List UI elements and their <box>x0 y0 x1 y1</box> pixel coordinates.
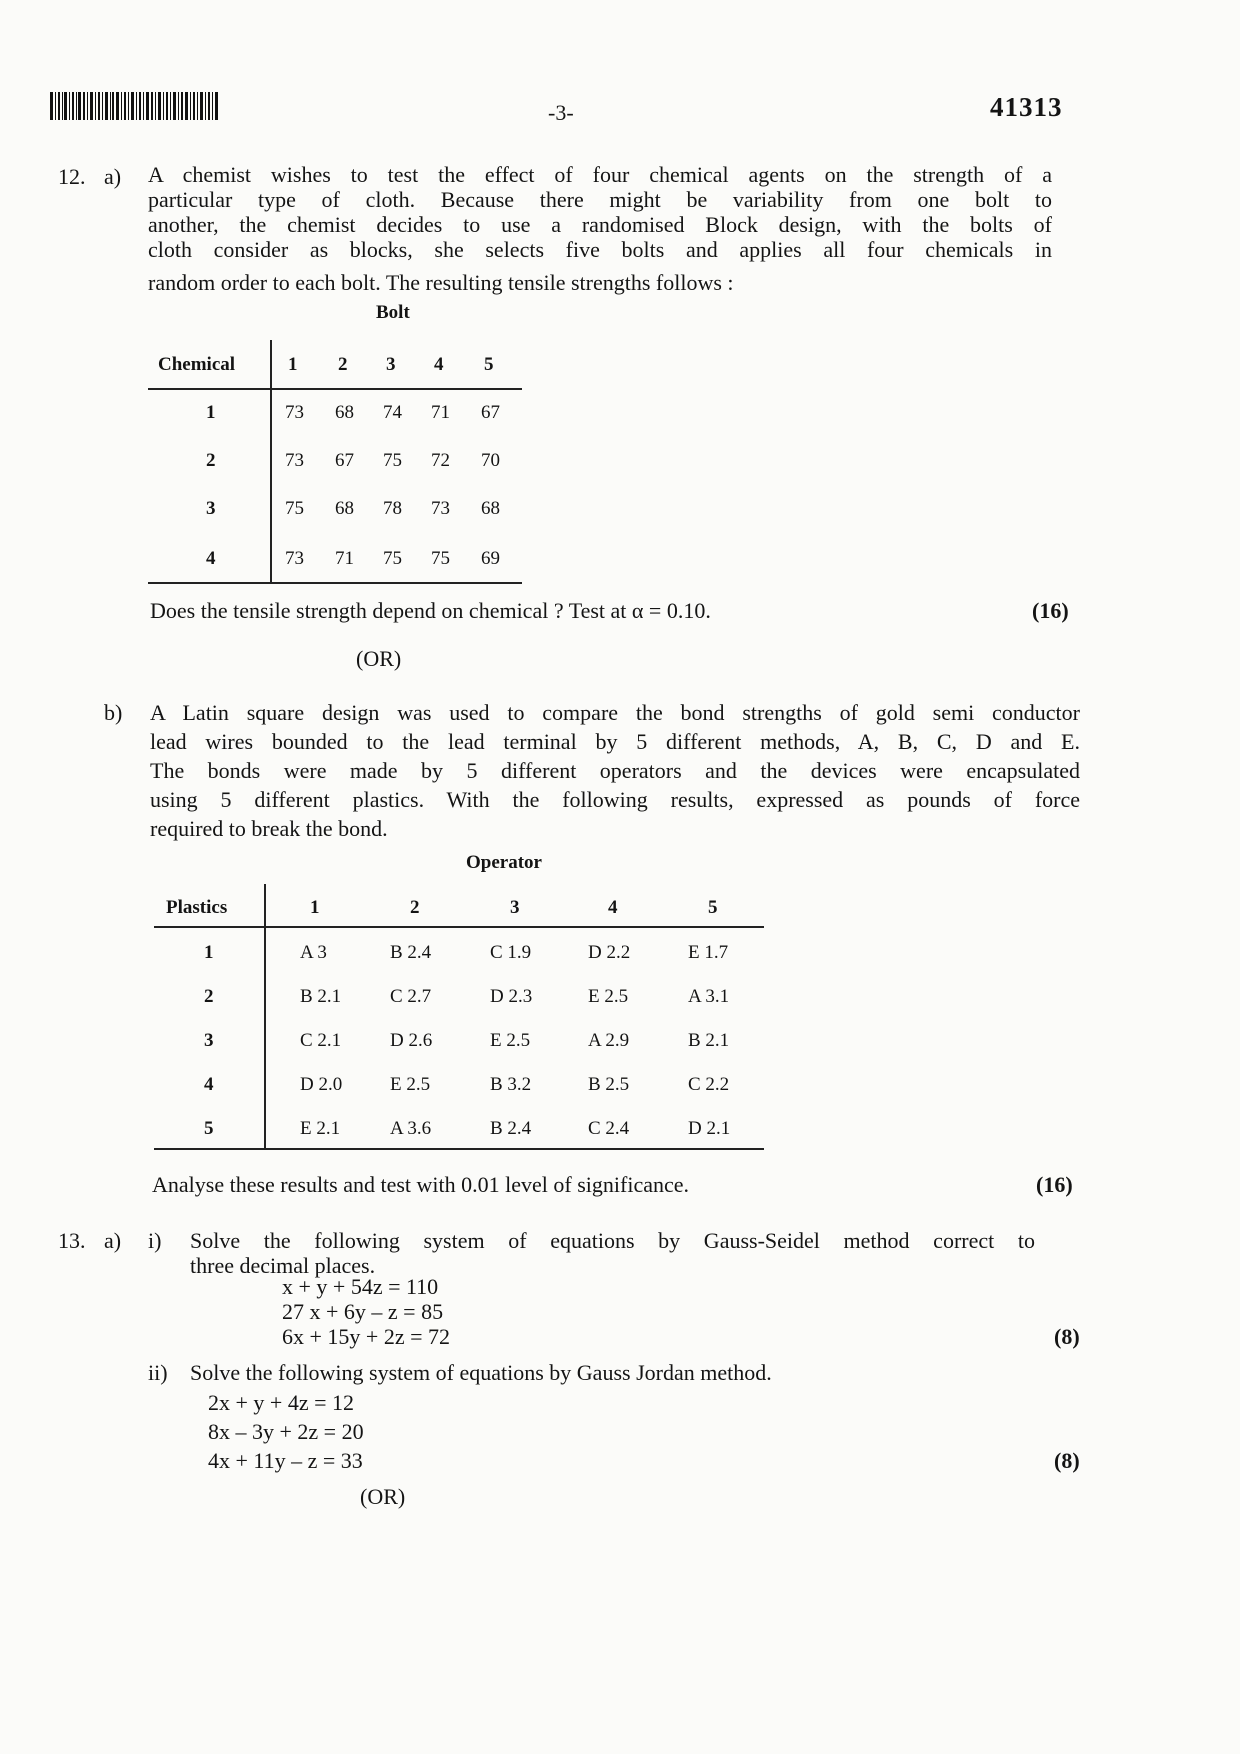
table-cell: C 2.4 <box>588 1118 630 1139</box>
column-header: 3 <box>386 354 396 375</box>
table-cell: B 2.5 <box>588 1074 630 1095</box>
marks: (8) <box>1054 1324 1080 1349</box>
or-separator: (OR) <box>356 646 402 671</box>
table-cell: B 2.1 <box>688 1030 730 1051</box>
equation: 6x + 15y + 2z = 72 <box>282 1324 450 1349</box>
equation-system <box>208 1388 364 1475</box>
table-cell: A 2.9 <box>588 1030 630 1051</box>
column-header: 5 <box>484 354 494 375</box>
row-label: 1 <box>206 402 216 423</box>
question-number: 13. <box>58 1228 86 1253</box>
table-cell: B 3.2 <box>490 1074 532 1095</box>
table-cell: 75 <box>285 498 304 519</box>
column-header: 1 <box>288 354 298 375</box>
table-cell: 70 <box>481 450 500 471</box>
table-cell: 68 <box>335 498 354 519</box>
text-line: another, the chemist decides to use a randomised Block design, with the bolts of <box>148 212 1052 237</box>
table-cell: 73 <box>285 548 304 569</box>
text-line: cloth consider as blocks, she selects five bolts and applies all four chemicals in <box>148 237 1052 262</box>
equation: x + y + 54z = 110 <box>282 1274 439 1299</box>
table-cell: 75 <box>383 548 402 569</box>
table-rule <box>264 884 266 1150</box>
table-cell: 74 <box>383 402 402 423</box>
marks: (16) <box>1032 598 1069 623</box>
row-label: 5 <box>204 1118 214 1139</box>
table-cell: D 2.6 <box>390 1030 433 1051</box>
table-row-header: Chemical <box>158 354 236 375</box>
question-text <box>150 700 1080 845</box>
table-cell: 67 <box>481 402 500 423</box>
table-cell: E 2.5 <box>588 986 629 1007</box>
table-cell: D 2.2 <box>588 942 631 963</box>
table-cell: 68 <box>481 498 500 519</box>
row-label: 2 <box>204 986 214 1007</box>
table-cell: B 2.1 <box>300 986 342 1007</box>
table-rule <box>154 1148 764 1150</box>
or-separator: (OR) <box>360 1484 406 1509</box>
question-text <box>190 1360 1030 1385</box>
part-label: a) <box>104 1228 122 1253</box>
table-cell: B 2.4 <box>390 942 432 963</box>
table-cell: E 1.7 <box>688 942 729 963</box>
table-group-header: Bolt <box>376 302 410 323</box>
row-label: 4 <box>206 548 216 569</box>
paper-code: 41313 <box>990 92 1063 122</box>
text-line: A Latin square design was used to compare the bond strengths of gold semi conductor <box>150 700 1080 725</box>
table-cell: 75 <box>383 450 402 471</box>
question-text <box>148 162 1052 295</box>
question-text <box>152 1172 912 1197</box>
table-cell: 78 <box>383 498 402 519</box>
table-cell: D 2.1 <box>688 1118 731 1139</box>
text-line: lead wires bounded to the lead terminal by 5 different methods, A, B, C, D and E. <box>150 729 1080 754</box>
text-line: random order to each bolt. The resulting tensile strengths follows : <box>148 270 734 295</box>
text-line: using 5 different plastics. With the following results, expressed as pounds of force <box>150 787 1080 812</box>
table-rule <box>154 926 764 928</box>
subpart-label: ii) <box>148 1360 168 1385</box>
text-line: The bonds were made by 5 different operators and the devices were encapsulated <box>150 758 1080 783</box>
question-text <box>190 1228 1035 1278</box>
table-cell: C 2.2 <box>688 1074 730 1095</box>
column-header: 2 <box>338 354 348 375</box>
equation: 4x + 11y – z = 33 <box>208 1448 363 1473</box>
text-line: Solve the following system of equations by Gauss Jordan method. <box>190 1360 772 1385</box>
table-cell: 75 <box>431 548 450 569</box>
table-cell: C 1.9 <box>490 942 532 963</box>
test-statement: Does the tensile strength depend on chemical ? Test at α = 0.10. <box>150 598 711 623</box>
barcode <box>50 92 220 120</box>
row-label: 1 <box>204 942 214 963</box>
table-cell: C 2.1 <box>300 1030 342 1051</box>
column-header: 5 <box>708 897 718 918</box>
table-row-header: Plastics <box>166 897 228 918</box>
table-cell: B 2.4 <box>490 1118 532 1139</box>
table-cell: 67 <box>335 450 354 471</box>
table-cell: 69 <box>481 548 500 569</box>
question-text <box>150 598 910 623</box>
table-cell: D 2.0 <box>300 1074 343 1095</box>
equation: 8x – 3y + 2z = 20 <box>208 1419 364 1444</box>
table-group-header: Operator <box>466 852 542 873</box>
table-cell: E 2.1 <box>300 1118 341 1139</box>
text-line: particular type of cloth. Because there might be variability from one bolt to <box>148 187 1052 212</box>
marks: (8) <box>1054 1448 1080 1473</box>
part-label: b) <box>104 700 123 725</box>
question-number: 12. <box>58 164 86 189</box>
table-cell: 71 <box>335 548 354 569</box>
subpart-label: i) <box>148 1228 162 1253</box>
table-cell: D 2.3 <box>490 986 533 1007</box>
table-rule <box>148 582 522 584</box>
column-header: 3 <box>510 897 520 918</box>
table-cell: A 3 <box>300 942 327 963</box>
column-header: 4 <box>434 354 444 375</box>
column-header: 4 <box>608 897 618 918</box>
row-label: 3 <box>206 498 216 519</box>
equation: 2x + y + 4z = 12 <box>208 1390 354 1415</box>
table-cell: 72 <box>431 450 450 471</box>
table-cell: 71 <box>431 402 450 423</box>
table-cell: C 2.7 <box>390 986 432 1007</box>
column-header: 2 <box>410 897 420 918</box>
test-statement: Analyse these results and test with 0.01 level of significance. <box>152 1172 690 1197</box>
text-line: three decimal places. <box>190 1253 376 1278</box>
table-cell: A 3.6 <box>390 1118 432 1139</box>
table-cell: 68 <box>335 402 354 423</box>
row-label: 4 <box>204 1074 214 1095</box>
part-label: a) <box>104 164 122 189</box>
page-number: -3- <box>548 100 574 125</box>
table-cell: E 2.5 <box>490 1030 531 1051</box>
table-cell: A 3.1 <box>688 986 730 1007</box>
equation: 27 x + 6y – z = 85 <box>282 1299 444 1324</box>
marks: (16) <box>1036 1172 1073 1197</box>
table-rule <box>148 388 522 390</box>
table-rule <box>270 340 272 584</box>
row-label: 3 <box>204 1030 214 1051</box>
table-cell: 73 <box>285 450 304 471</box>
column-header: 1 <box>310 897 320 918</box>
text-line: Solve the following system of equations by Gauss-Seidel method correct to <box>190 1228 1035 1253</box>
row-label: 2 <box>206 450 216 471</box>
table-cell: 73 <box>431 498 450 519</box>
text-line: required to break the bond. <box>150 816 388 841</box>
table-cell: 73 <box>285 402 304 423</box>
text-line: A chemist wishes to test the effect of four chemical agents on the strength of a <box>148 162 1052 187</box>
table-cell: E 2.5 <box>390 1074 431 1095</box>
equation-system <box>282 1274 450 1349</box>
